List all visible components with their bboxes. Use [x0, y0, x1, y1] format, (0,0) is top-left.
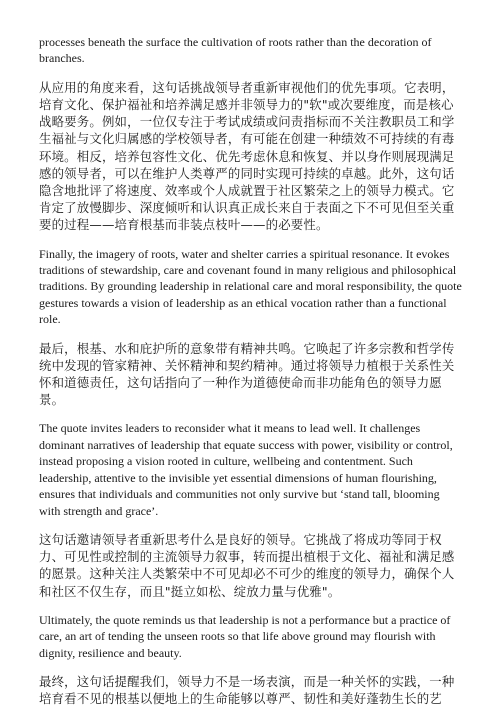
paragraph-en-4: Ultimately, the quote reminds us that leadership is not a performance but a practice of care, an art of tending the unseen roots so that life above ground may flourish with dignity, resilience and beauty.: [39, 612, 451, 660]
paragraph-zh-2: 最后，根基、水和庇护所的意象带有精神共鸣。它唤起了许多宗教和哲学传统中发现的管家精神、关怀精神和契约精神。通过将领导力植根于关系性关怀和道德责任，这句话指向了一种作为道德使命而非功能角色的领导力愿景。: [39, 340, 455, 408]
paragraph-zh-1: 从应用的角度来看，这句话挑战领导者重新审视他们的优先事项。它表明，培育文化、保护福祉和培养满足感并非领导力的"软"或次要维度，而是核心战略要务。例如，一位仅专注于考试成绩或问责指标而不关注教职员工和学生福祉与文化归属感的学校领导者，有可能在创建一种绩效不可持续的有毒环境。相反，培养包容性文化、优先考虑休息和恢复、并以身作则展现满足感的领导者，可以在维护人类尊严的同时实现可持续的卓越。此外，这句话隐含地批评了将速度、效率或个人成就置于社区繁荣之上的领导力模式。它肯定了放慢脚步、深度倾听和认识真正成长来自于表面之下不可见但至关重要的过程——培育根基而非装点枝叶——的必要性。: [39, 79, 455, 233]
paragraph-zh-4: 最终，这句话提醒我们，领导力不是一场表演，而是一种关怀的实践，一种培育看不见的根基以便地上的生命能够以尊严、韧性和美好蓬勃生长的艺: [39, 673, 455, 707]
paragraph-en-3: The quote invites leaders to reconsider what it means to lead well. It challenges dominant narratives of leadership that equate success with power, visibility or control, instead proposing a vision rooted in culture, wellbeing and contentment. Such leadership, attentive to the invisible yet essential dimensions of human flourishing, ensures that individuals and communities not only survive but ‘stand tall, blooming with strength and grace’.: [39, 421, 453, 518]
document-page: [39, 34, 463, 719]
paragraph-zh-3: 这句话邀请领导者重新思考什么是良好的领导。它挑战了将成功等同于权力、可见性或控制的主流领导力叙事，转而提出植根于文化、福祉和满足感的愿景。这种关注人类繁荣中不可见却必不可少的维度的领导力，确保个人和社区不仅生存，而且"挺立如松、绽放力量与优雅"。: [39, 531, 455, 599]
paragraph-en-1: processes beneath the surface the cultivation of roots rather than the decoration of branches.: [39, 35, 432, 66]
paragraph-en-2: Finally, the imagery of roots, water and shelter carries a spiritual resonance. It evokes traditions of stewardship, care and covenant found in many religious and philosophical traditions. By grounding leadership in relational care and moral responsibility, the quote gestures towards a vision of leadership as an ethical vocation rather than a functional role.: [39, 246, 462, 327]
